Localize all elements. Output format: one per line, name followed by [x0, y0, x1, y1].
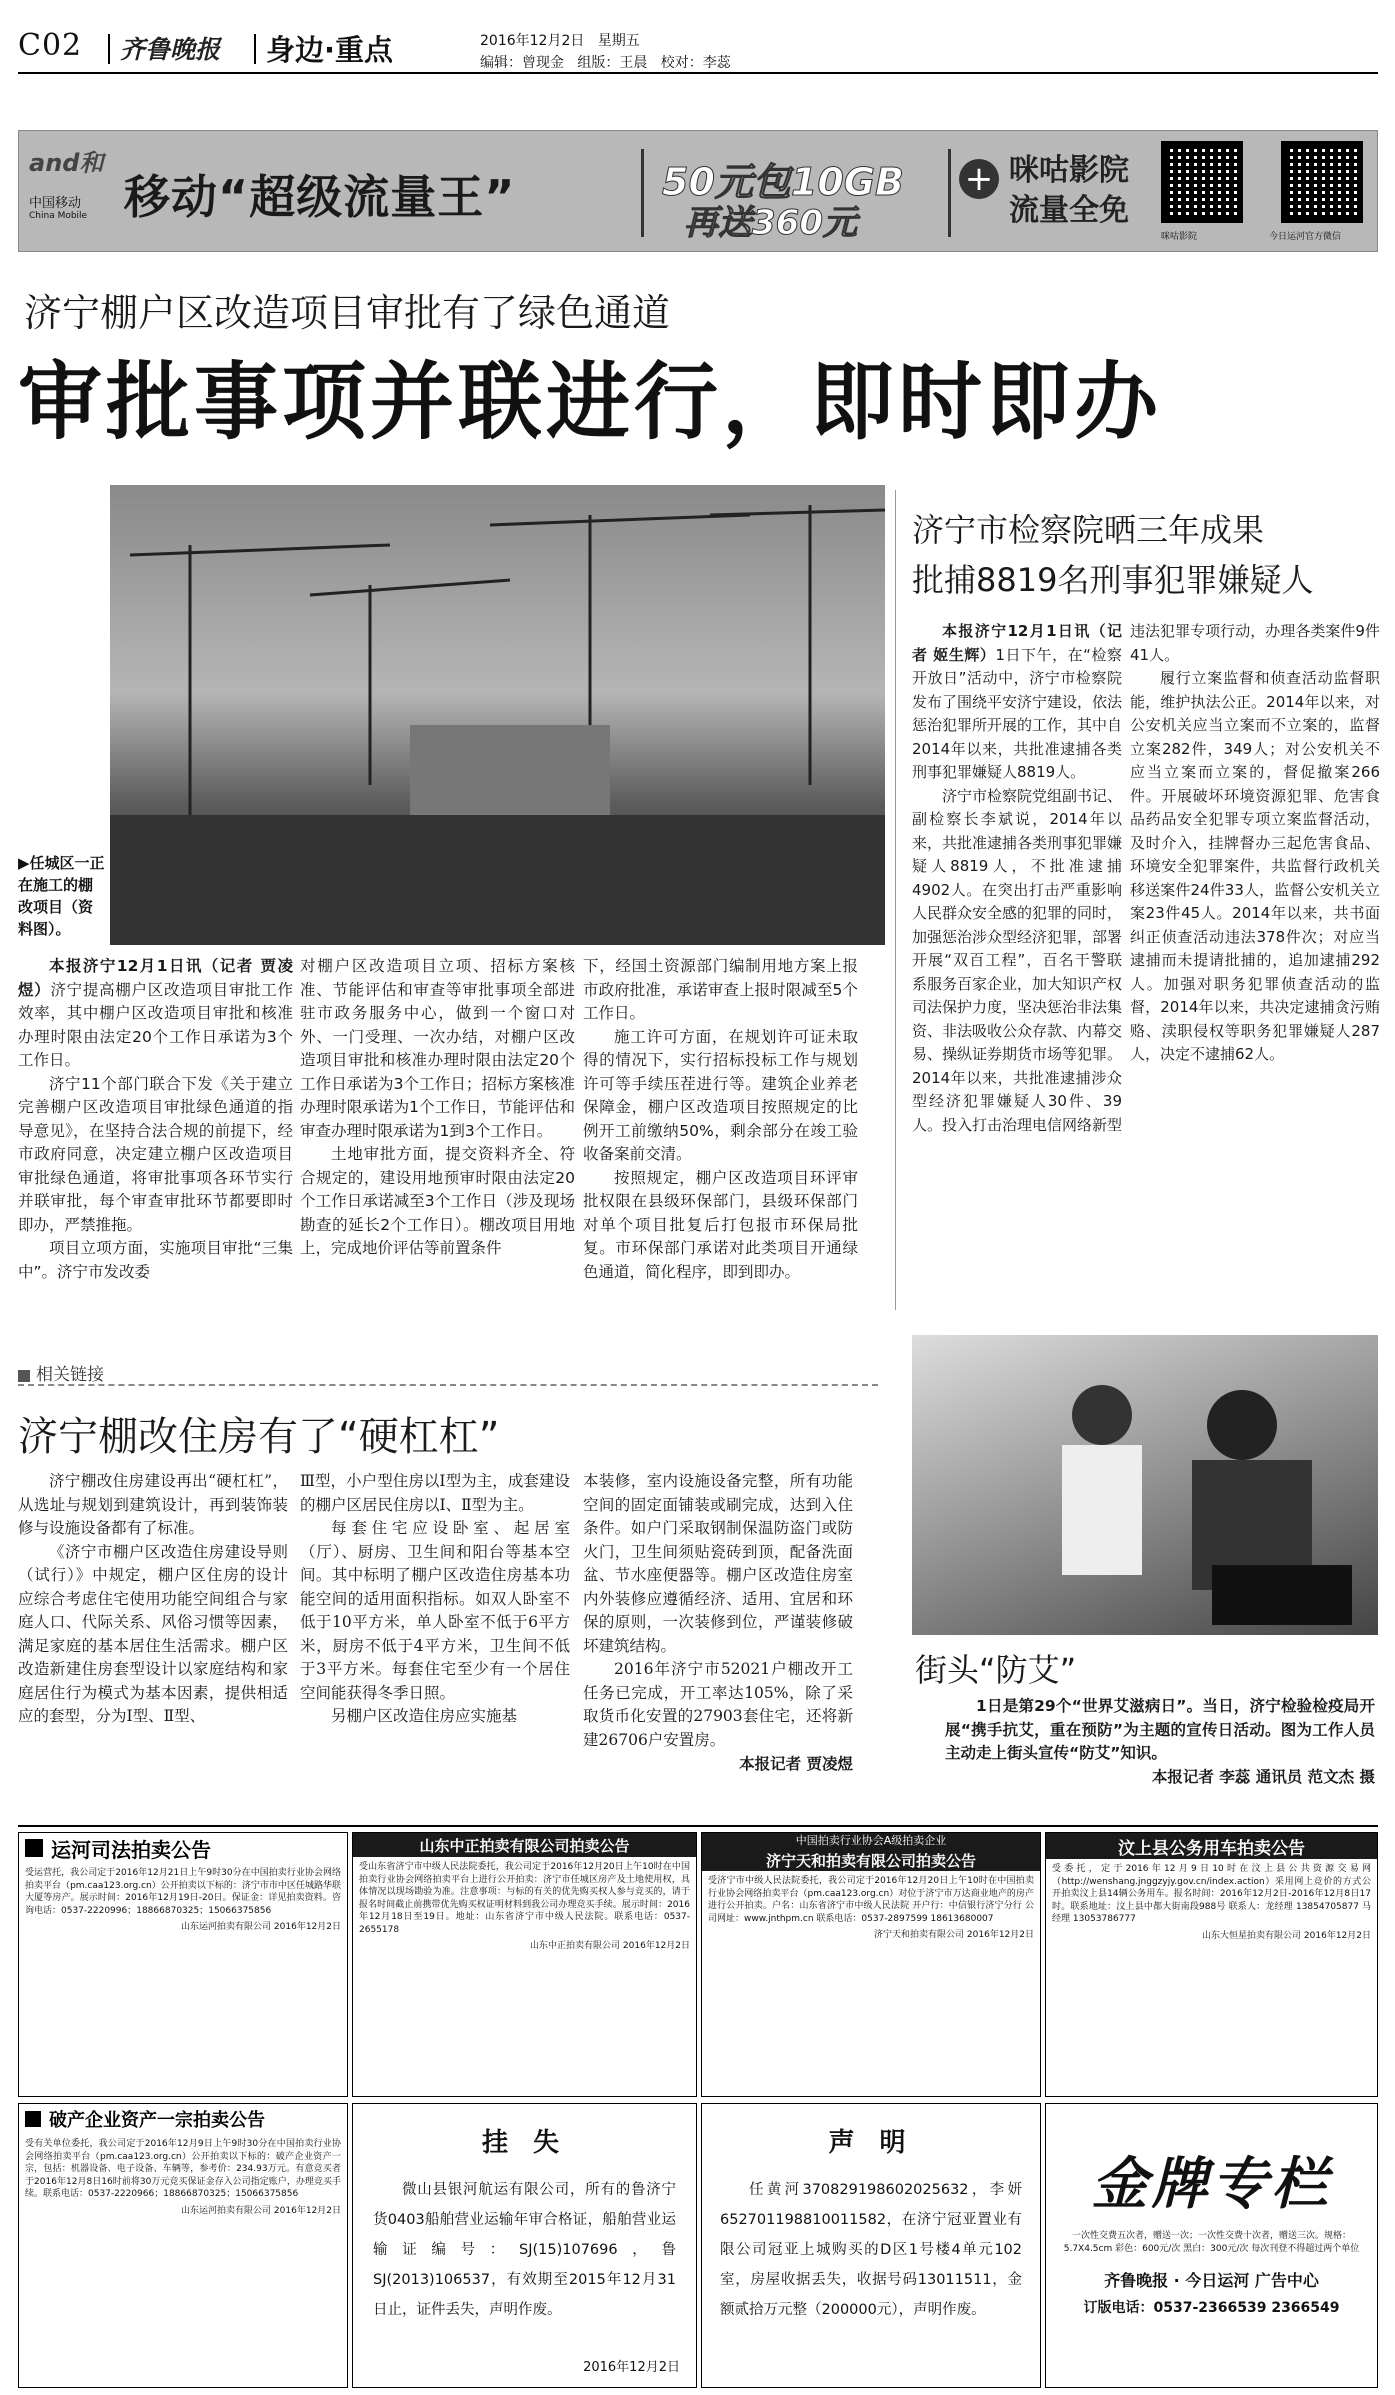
paragraph: 履行立案监督和侦查活动监督职能，维护执法公正。2014年以来，对公安机关应当立案而不立案的，监督立案282件，349人；对公安机关不应当立案而立案的，督促撤案266件。开展破坏环境资源犯罪、危害食品药品安全犯罪专项立案监督活动，及时介入，挂牌督办三起危害食品、环境安全犯罪案件，共监督行政机关移送案件24件33人，监督公安机关立案23件45人。2014年以来，共书面纠正侦查活动违法378件次；对应当逮捕而未提请批捕的，追加逮捕292人。加强对职务犯罪侦查活动的监督，2014年以来，共决定逮捕贪污贿赂、渎职侵权等职务犯罪嫌疑人287人，决定不逮捕62人。	[1130, 669, 1380, 1063]
main-headline: 审批事项并联进行，即时即办	[18, 353, 1163, 451]
related-link-bar	[18, 1360, 878, 1386]
right-story-divider	[895, 490, 896, 1310]
ad-zhongzheng-auction[interactable]	[352, 1832, 697, 2097]
china-mobile-name: 中国移动	[29, 196, 82, 211]
ad-gold-column[interactable]	[1045, 2103, 1378, 2388]
paragraph: 项目立项方面，实施项目审批“三集中”。济宁市发改委	[18, 1239, 293, 1281]
gold-column-terms: 一次性交费五次者，赠送一次；一次性交费十次者，赠送三次。规格：5.7X4.5cm 彩色：600元/次 黑白：300元/次 每次刊登不得超过两个单位	[1063, 2231, 1360, 2254]
paragraph: 每套住宅应设卧室、起居室（厅）、厨房、卫生间和阳台等基本空间。其中标明了棚户区改造住房基本功能空间的适用面积指标。如双人卧室不低于10平方米，单人卧室不低于6平方米，厨房不低于4平方米，卫生间不低于3平方米。每套住宅至少有一个居住空间能获得冬季日照。	[300, 1519, 570, 1702]
ad-body-text: 受运营托，我公司定于2016年12月21日上午9时30分在中国拍卖行业协会网络拍卖平台（pm.caa123.org.cn）公开拍卖以下标的：济宁市市中区任城路华联大厦等房产。展示时间：2016年12月19日-20日。保证金：详见拍卖资料。咨询电话：0537-2220996；18866870325；15066375856	[25, 1868, 341, 1916]
slogan: 移动“超级流量王”	[124, 170, 516, 224]
offer-bracket	[641, 149, 951, 243]
right-story-colA	[912, 620, 1122, 1137]
right-kicker: 济宁市检察院晒三年成果	[912, 511, 1265, 549]
construction-photo	[110, 485, 885, 945]
ad-title-text: 破产企业资产一宗拍卖公告	[49, 2110, 265, 2131]
ad-footer: 山东中正拍卖有限公司 2016年12月2日	[530, 1941, 690, 1951]
plus-sign: +	[959, 159, 999, 199]
link-col3	[583, 1470, 853, 1776]
ad-body-text: 微山县银河航运有限公司，所有的鲁济宁货0403船舶营业运输年审合格证，船舶营业运输证编号：SJ(15)107696，鲁SJ(2013)106537，有效期至2015年12月31日止，证件丢失，声明作废。	[373, 2182, 676, 2318]
paragraph: 按照规定，棚户区改造项目环评审批权限在县级环保部门，县级环保部门对单个项目批复后打包报市环保局批复。市环保部门承诺对此类项目开通绿色通道，简化程序，即到即办。	[583, 1168, 858, 1281]
ad-bankruptcy-auction[interactable]	[18, 2103, 348, 2388]
ad-title-text: 济宁天和拍卖有限公司拍卖公告	[765, 1851, 976, 1870]
gavel-icon	[25, 1839, 43, 1857]
ad-title	[19, 1833, 347, 1863]
extra-line1: 咪咕影院	[1009, 153, 1129, 188]
ad-title: 声 明	[828, 2128, 914, 2158]
paragraph: 下，经国土资源部门编制用地方案上报市政府批准，承诺审查上报时限减至5个工作日。	[583, 957, 858, 1022]
extra-offer	[1009, 151, 1129, 231]
paragraph: 济宁11个部门联合下发《关于建立完善棚户区改造项目审批绿色通道的指导意见》，在坚持合法合规的前提下，经市政府同意，决定建立棚户区改造项目审批绿色通道，将审批事项各环节实行并联审批，每个审查审批环节都要即时即办，严禁推拖。	[18, 1074, 293, 1234]
page-number: C02	[18, 28, 83, 63]
ad-body-text: 任黄河370829198602025632，李妍652701198810011582，在济宁冠亚置业有限公司冠亚上城购买的D区1号楼4单元102室，房屋收据丢失，收据号码13011511，金额贰拾万元整（200000元），声明作废。	[720, 2182, 1022, 2318]
ad-body	[702, 1871, 1040, 1946]
ad-statement[interactable]	[701, 2103, 1041, 2388]
link-headline: 济宁棚改住房有了“硬杠杠”	[18, 1414, 500, 1460]
paragraph: 济宁棚改住房建设再出“硬杠杠”，从选址与规划到建筑设计，再到装饰装修与设施设备都有了标准。	[18, 1472, 288, 1537]
gold-column-title: 金牌专栏	[1091, 2151, 1332, 2217]
photo-caption: ▶任城区一正在施工的棚改项目（资料图）。	[18, 854, 105, 938]
ad-body-text: 受委托，定于2016年12月9日10时在汶上县公共资源交易网（http://wenshang.jnggzyjy.gov.cn/index.action）采用网上竞价的方式公开拍卖汶上县14辆公务用车。报名时间：2016年12月2日-2016年12月8日17时。联系地址：汶上县中都大街南段988号 联系人：龙经理 13854705877 马经理 13053786777	[1052, 1864, 1371, 1924]
proof-credit: 校对：李蕊	[660, 55, 731, 71]
link-col1	[18, 1470, 288, 1729]
masthead-logo: 齐鲁晚报	[120, 35, 221, 64]
ad-title-text: 运河司法拍卖公告	[51, 1837, 211, 1862]
qr-code-migu[interactable]	[1161, 141, 1243, 223]
byline: 本报济宁12月1日讯（记者 贾凌煜）济宁提高棚户区改造项目审批工作效率，其中棚户区改造项目审批和核准办理时限由法定20个工作日承诺为3个工作日。	[18, 957, 293, 1069]
ad-body	[19, 1863, 347, 1938]
ad-subtitle: 中国拍卖行业协会A级拍卖企业	[702, 1833, 1040, 1849]
ad-wenshang-car-auction[interactable]	[1045, 1832, 1378, 2097]
byline: 本报记者 贾凌煜	[739, 1754, 853, 1773]
ad-body	[702, 2159, 1040, 2341]
ad-yunhe-auction[interactable]	[18, 1832, 348, 2097]
main-story-col2	[300, 955, 575, 1261]
extra-line2: 流量全免	[1009, 193, 1129, 228]
china-mobile-en: China Mobile	[29, 211, 88, 221]
paragraph: 本装修，室内设施设备完整，所有功能空间的固定面铺装或刷完成，达到入住条件。如户门采取钢制保温防盗门或防火门，卫生间须贴瓷砖到顶，配备洗面盆、节水座便器等。棚户区改造住房室内外装修应遵循经济、适用、宜居和环保的原则，一次装修到位，严谨装修破坏建筑结构。	[583, 1472, 853, 1655]
issue-date	[480, 30, 640, 50]
link-icon	[18, 1370, 30, 1382]
ad-body	[353, 1857, 696, 1957]
caption: 1日是第29个“世界艾滋病日”。当日，济宁检验检疫局开展“携手抗艾，重在预防”为主题的宣传日活动。图为工作人员主动走上街头宣传“防艾”知识。	[945, 1697, 1375, 1762]
ad-body	[353, 2159, 696, 2341]
ad-footer: 济宁天和拍卖有限公司 2016年12月2日	[874, 1930, 1034, 1940]
main-story-col3	[583, 955, 858, 1284]
brand-logo	[29, 143, 109, 241]
paragraph: 另棚户区改造住房应实施基	[331, 1707, 518, 1725]
qr1-caption: 咪咕影院	[1161, 232, 1198, 242]
paragraph: 《济宁市棚户区改造住房建设导则（试行）》中规定，棚户区住房的设计应综合考虑住宅使用功能空间组合与家庭人口、代际关系、风俗习惯等因素，满足家庭的基本居住生活需求。棚户区改造新建住房套型设计以家庭结构和家庭居住行为模式为基本因素，提供相适应的套型，分为Ⅰ型、Ⅱ型、	[18, 1542, 288, 1725]
paragraph: 2016年济宁市52021户棚改开工任务已完成，开工率达105%，除了采取货币化安置的27903套住宅，还将新建26706户安置房。	[583, 1660, 853, 1749]
ad-body-text: 受济宁市中级人民法院委托，我公司定于2016年12月20日上午10时在中国拍卖行业协会网络拍卖平台（pm.caa123.org.cn）对位于济宁市万达商业地产的房产进行公开拍卖。户名：山东省济宁市中级人民法院 开户行：中信银行济宁分行 公司网址：www.jnthpm.cn 联系电话：0537-2897599 18613680007	[708, 1876, 1034, 1924]
layout-credit: 组版：王晨	[577, 55, 648, 71]
gavel-icon	[25, 2111, 41, 2127]
street-scene	[912, 1335, 1378, 1635]
weekday: 星期五	[597, 33, 640, 49]
section-title: 身边·重点	[266, 33, 394, 67]
paragraph: 施工许可方面，在规划许可证未取得的情况下，实行招标投标工作与规划许可等手续压茬进行等。建筑企业养老保障金，棚户区改造项目按照规定的比例开工前缴纳50%，剩余部分在竣工验收备案前交清。	[583, 1027, 858, 1163]
ad-lost-notice[interactable]	[352, 2103, 697, 2388]
main-story-col1	[18, 955, 293, 1284]
divider	[254, 34, 256, 64]
ads-rule	[18, 1825, 1378, 1827]
ad-title-text: 汶上县公务用车拍卖公告	[1118, 1838, 1305, 1859]
ad-title: 挂 失	[481, 2128, 568, 2158]
ad-footer: 山东大恒星拍卖有限公司 2016年12月2日	[1202, 1930, 1371, 1941]
ad-tianhe-auction[interactable]	[701, 1832, 1041, 2097]
divider	[108, 34, 110, 64]
offer-line2: 再送360元	[684, 203, 857, 243]
paragraph: Ⅲ型，小户型住房以Ⅰ型为主，成套建设的棚户区居民住房以Ⅰ、Ⅱ型为主。	[300, 1472, 570, 1514]
ad-title	[19, 2104, 347, 2134]
link-col2	[300, 1470, 570, 1729]
ad-title	[353, 1833, 696, 1857]
qr2-caption: 今日运河官方微信	[1269, 232, 1342, 242]
qr-code-wechat[interactable]	[1281, 141, 1363, 223]
main-kicker: 济宁棚户区改造项目审批有了绿色通道	[24, 291, 671, 335]
ad-footer: 山东运河拍卖有限公司 2016年12月2日	[181, 2205, 341, 2216]
paragraph: 违法犯罪专项行动，办理各类案件9件41人。	[1130, 622, 1380, 664]
photo-credit: 本报记者 李蕊 通讯员 范文杰 摄	[1151, 1767, 1375, 1786]
ad-center-name: 齐鲁晚报 · 今日运河 广告中心	[1104, 2271, 1319, 2290]
and-he-logo: and和	[29, 149, 104, 177]
ad-title-text: 山东中正拍卖有限公司拍卖公告	[419, 1836, 630, 1855]
photo-story-headline: 街头“防艾”	[915, 1651, 1077, 1689]
related-link-label: 相关链接	[36, 1365, 104, 1385]
ad-footer: 山东运河拍卖有限公司 2016年12月2日	[181, 1922, 341, 1932]
booking-phone: 订版电话：0537-2366539 2366549	[1083, 2300, 1340, 2316]
offer-line1: 50元包10GB	[662, 160, 904, 204]
ad-body-text: 受山东省济宁市中级人民法院委托，我公司定于2016年12月20日上午10时在中国拍卖行业协会网络拍卖平台上进行公开拍卖：济宁市任城区房产及土地使用权，具体情况以现场勘验为准。注意事项：与标的有关的优先购买权人参与竞买的，请于报名时间截止前携带优先购买权证明材料到我公司办理竞买手续。展示时间：2016年12月18日至19日。地址：山东省济宁市中级人民法院。联系电话：0537-2655178	[359, 1862, 690, 1935]
right-story-colB	[1130, 620, 1380, 1067]
paragraph: 济宁市检察院党组副书记、副检察长李斌说，2014年以来，共批准逮捕各类刑事犯罪嫌疑人8819人，不批准逮捕4902人。在突出打击严重影响人民群众安全感的犯罪的同时，加强惩治涉众型经济犯罪，部署开展“双百工程”，百名干警联系服务百家企业，加大知识产权司法保护力度，坚决惩治非法集资、非法吸收公众存款、内幕交易、操纵证券期货市场等犯罪。2014年以来，共批准逮捕涉众型经济犯罪嫌疑人30件、39人。投入打击治理电信网络新型	[912, 786, 1123, 1134]
ad-title	[1046, 1833, 1377, 1859]
ad-footer: 2016年12月2日	[583, 2360, 680, 2375]
crane-illustration	[110, 485, 885, 945]
byline: 本报济宁12月1日讯（记者 姬生辉）1日下午，在“检察开放日”活动中，济宁市检察院发布了围绕平安济宁建设，依法惩治犯罪所开展的工作，其中自2014年以来，共批准逮捕各类刑事犯罪嫌疑人8819人。	[912, 622, 1123, 781]
page-header	[0, 0, 1395, 74]
date: 2016年12月2日	[480, 33, 585, 49]
paragraph: 对棚户区改造项目立项、招标方案核准、节能评估和审查等审批事项全部进驻市政务服务中心，做到一个窗口对外、一门受理、一次办结，对棚户区改造项目审批和核准办理时限由法定20个工作日承诺为3个工作日；招标方案核准办理时限承诺为1个工作日，节能评估和审查办理时限承诺为1到3个工作日。	[300, 957, 575, 1140]
paragraph: 土地审批方面，提交资料齐全、符合规定的，建设用地预审时限由法定20个工作日承诺减至3个工作日（涉及现场勘查的延长2个工作日）。棚改项目用地上，完成地价评估等前置条件	[300, 1145, 575, 1257]
ad-body	[19, 2134, 347, 2221]
aids-awareness-photo	[912, 1335, 1378, 1635]
photo-story-caption	[945, 1695, 1375, 1789]
ad-title	[702, 1849, 1040, 1871]
ad-body-text: 受有关单位委托，我公司定于2016年12月9日上午9时30分在中国拍卖行业协会网络拍卖平台（pm.caa123.org.cn）公开拍卖以下标的：破产企业资产一宗，包括：机器设备、电子设备、车辆等，参考价：234.93万元。有意竞买者于2016年12月8日16时前将30万元竞买保证金存入公司指定账户，办理竞买手续。联系电话：0537-2220966；18866870325；15066375856	[25, 2139, 341, 2199]
ad-body	[1046, 1859, 1377, 1946]
header-rule	[18, 72, 1378, 74]
editor: 编辑：曾现金	[480, 55, 564, 71]
right-headline: 批捕8819名刑事犯罪嫌疑人	[912, 561, 1314, 599]
staff-credits	[480, 52, 731, 72]
banner-ad[interactable]	[18, 130, 1378, 252]
